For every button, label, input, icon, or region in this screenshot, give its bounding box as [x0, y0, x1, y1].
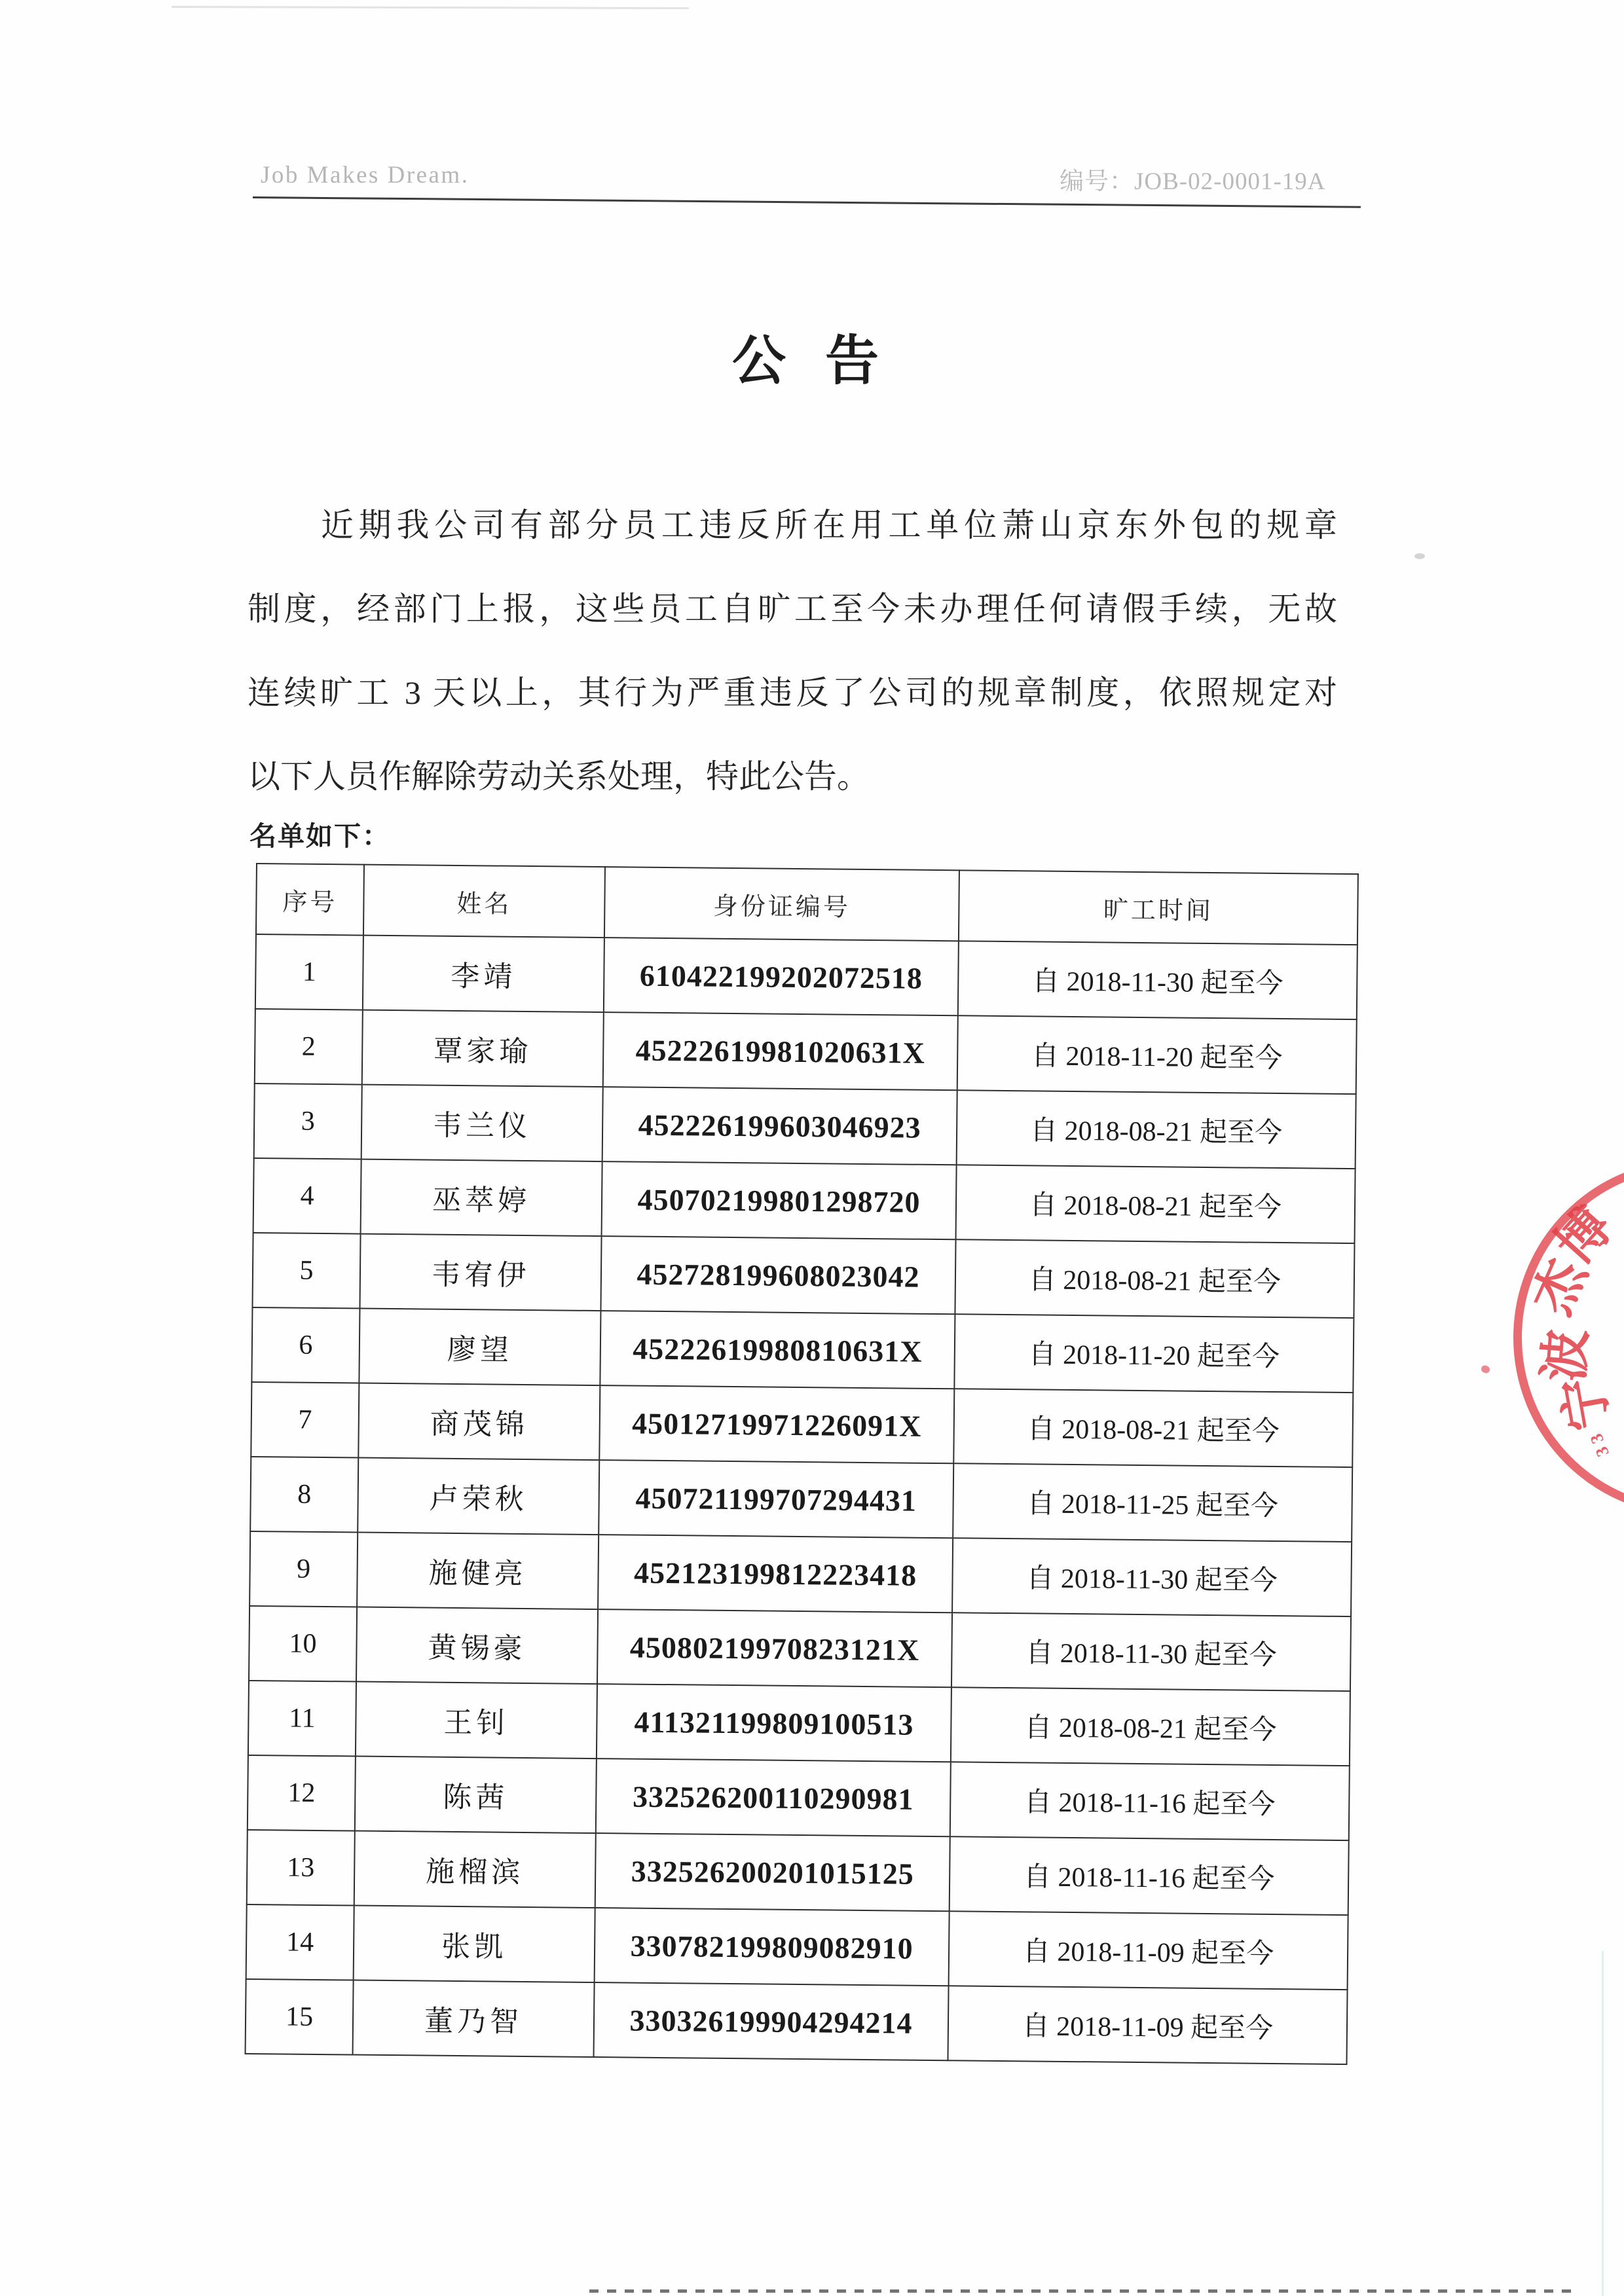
cell-name: 陈茜	[355, 1757, 597, 1834]
column-header-no: 序号	[256, 864, 364, 936]
seal-character: 杰	[1523, 1251, 1598, 1323]
cell-no: 10	[249, 1606, 357, 1682]
table-row	[251, 1307, 1354, 1393]
cell-name: 张凯	[354, 1906, 595, 1983]
cell-no: 9	[249, 1531, 358, 1607]
cell-id: 45222619980810631X	[600, 1311, 955, 1389]
cell-id: 452123199812223418	[598, 1535, 953, 1613]
page-title: 公告	[732, 331, 919, 391]
cell-id: 332526200201015125	[595, 1833, 950, 1911]
cell-date: 自 2018-11-09 起至今	[948, 1986, 1347, 2064]
body-line: 以下人员作解除劳动关系处理，特此公告。	[248, 758, 870, 795]
cell-name: 施榴滨	[354, 1831, 596, 1908]
column-header-name: 姓名	[363, 865, 605, 938]
cell-date: 自 2018-11-30 起至今	[958, 941, 1357, 1019]
dismissal-roster-table	[245, 863, 1359, 2065]
cell-date: 自 2018-08-21 起至今	[955, 1239, 1354, 1318]
cell-id: 330782199809082910	[595, 1908, 950, 1986]
cell-date: 自 2018-08-21 起至今	[956, 1165, 1356, 1243]
cell-id: 450702199801298720	[602, 1161, 957, 1239]
cell-no: 2	[255, 1009, 363, 1085]
column-header-id: 身份证编号	[604, 867, 959, 941]
cell-id: 452728199608023042	[600, 1236, 955, 1314]
cell-id: 450721199707294431	[599, 1460, 953, 1538]
table-row	[249, 1531, 1352, 1616]
cell-name: 商茂锦	[358, 1383, 600, 1461]
body-line: 近期我公司有部分员工违反所在用工单位萧山京东外包的规章	[321, 507, 1337, 543]
cell-date: 自 2018-11-20 起至今	[957, 1015, 1357, 1094]
cell-date: 自 2018-11-09 起至今	[949, 1911, 1348, 1990]
cell-id: 452226199603046923	[602, 1087, 957, 1165]
cell-name: 卢荣秋	[358, 1458, 599, 1535]
table-row	[249, 1606, 1351, 1691]
notice-body	[248, 483, 1337, 818]
cell-no: 5	[252, 1233, 360, 1309]
cell-date: 自 2018-08-21 起至今	[953, 1389, 1353, 1467]
cell-date: 自 2018-08-21 起至今	[957, 1090, 1356, 1169]
table-header-row	[256, 864, 1358, 945]
table-row	[246, 1904, 1348, 1990]
cell-no: 7	[251, 1382, 359, 1458]
scan-artifact-bottom-edge	[589, 2289, 1572, 2293]
table-row	[246, 1979, 1348, 2064]
cell-no: 11	[248, 1681, 356, 1757]
table-row	[254, 1084, 1356, 1169]
cell-no: 4	[253, 1158, 361, 1234]
table-row	[248, 1681, 1350, 1766]
cell-name: 李靖	[363, 936, 604, 1013]
seal-character: 宁	[1553, 1372, 1620, 1435]
table-row	[250, 1457, 1352, 1542]
table-row	[247, 1830, 1349, 1915]
cell-date: 自 2018-11-30 起至今	[951, 1613, 1351, 1691]
cell-id: 45012719971226091X	[599, 1385, 954, 1463]
cell-id: 45222619981020631X	[603, 1012, 958, 1090]
stamp-ink-speck	[1481, 1364, 1491, 1374]
letterhead-slogan: Job Makes Dream.	[261, 162, 470, 189]
column-header-date: 旷工时间	[959, 870, 1358, 945]
seal-character: 波	[1536, 1327, 1597, 1383]
cell-date: 自 2018-11-30 起至今	[952, 1538, 1352, 1616]
cell-id: 610422199202072518	[604, 938, 959, 1015]
cell-id: 332526200110290981	[596, 1758, 951, 1836]
letterhead-rule	[253, 196, 1361, 208]
table-row	[248, 1755, 1350, 1840]
cell-date: 自 2018-11-16 起至今	[950, 1762, 1350, 1840]
cell-name: 韦宥伊	[360, 1234, 601, 1311]
cell-name: 施健亮	[357, 1533, 599, 1610]
cell-name: 廖望	[359, 1309, 600, 1386]
table-row	[251, 1382, 1353, 1467]
cell-date: 自 2018-08-21 起至今	[951, 1687, 1350, 1766]
scan-artifact-right-edge	[1602, 1951, 1604, 2296]
cell-date: 自 2018-11-25 起至今	[953, 1463, 1352, 1542]
table-row	[252, 1233, 1354, 1318]
body-line: 制度，经部门上报，这些员工自旷工至今未办理任何请假手续，无故	[248, 591, 1337, 627]
table-row	[255, 1009, 1357, 1094]
cell-id: 45080219970823121X	[597, 1609, 952, 1687]
cell-name: 王钊	[356, 1682, 597, 1759]
table-row	[253, 1158, 1356, 1243]
body-line: 连续旷工 3 天以上，其行为严重违反了公司的规章制度，依照规定对	[248, 674, 1337, 711]
roster-body	[246, 934, 1357, 2064]
cell-no: 8	[250, 1457, 358, 1533]
cell-no: 15	[246, 1979, 354, 2055]
scan-speck	[1414, 553, 1425, 559]
cell-name: 黄锡豪	[356, 1607, 598, 1685]
cell-name: 韦兰仪	[361, 1085, 603, 1162]
cell-id: 411321199809100513	[597, 1684, 951, 1762]
cell-no: 3	[254, 1084, 362, 1159]
cell-no: 1	[255, 934, 363, 1010]
cell-no: 6	[251, 1307, 360, 1383]
seal-character: 博	[1545, 1197, 1624, 1275]
cell-no: 12	[248, 1755, 356, 1831]
cell-no: 14	[246, 1904, 354, 1980]
seal-registration-digits: 33	[1584, 1426, 1613, 1460]
document-number: 编号：JOB-02-0001-19A	[1060, 168, 1326, 195]
table-row	[255, 934, 1357, 1019]
cell-name: 董乃智	[353, 1980, 595, 2058]
scan-artifact-top-line	[172, 6, 689, 9]
cell-name: 巫萃婷	[361, 1159, 602, 1237]
cell-date: 自 2018-11-16 起至今	[950, 1836, 1349, 1915]
cell-no: 13	[247, 1830, 355, 1906]
cell-date: 自 2018-11-20 起至今	[954, 1314, 1354, 1393]
cell-name: 覃家瑜	[362, 1010, 604, 1087]
cell-id: 330326199904294214	[594, 1982, 949, 2060]
list-label: 名单如下：	[249, 821, 390, 851]
